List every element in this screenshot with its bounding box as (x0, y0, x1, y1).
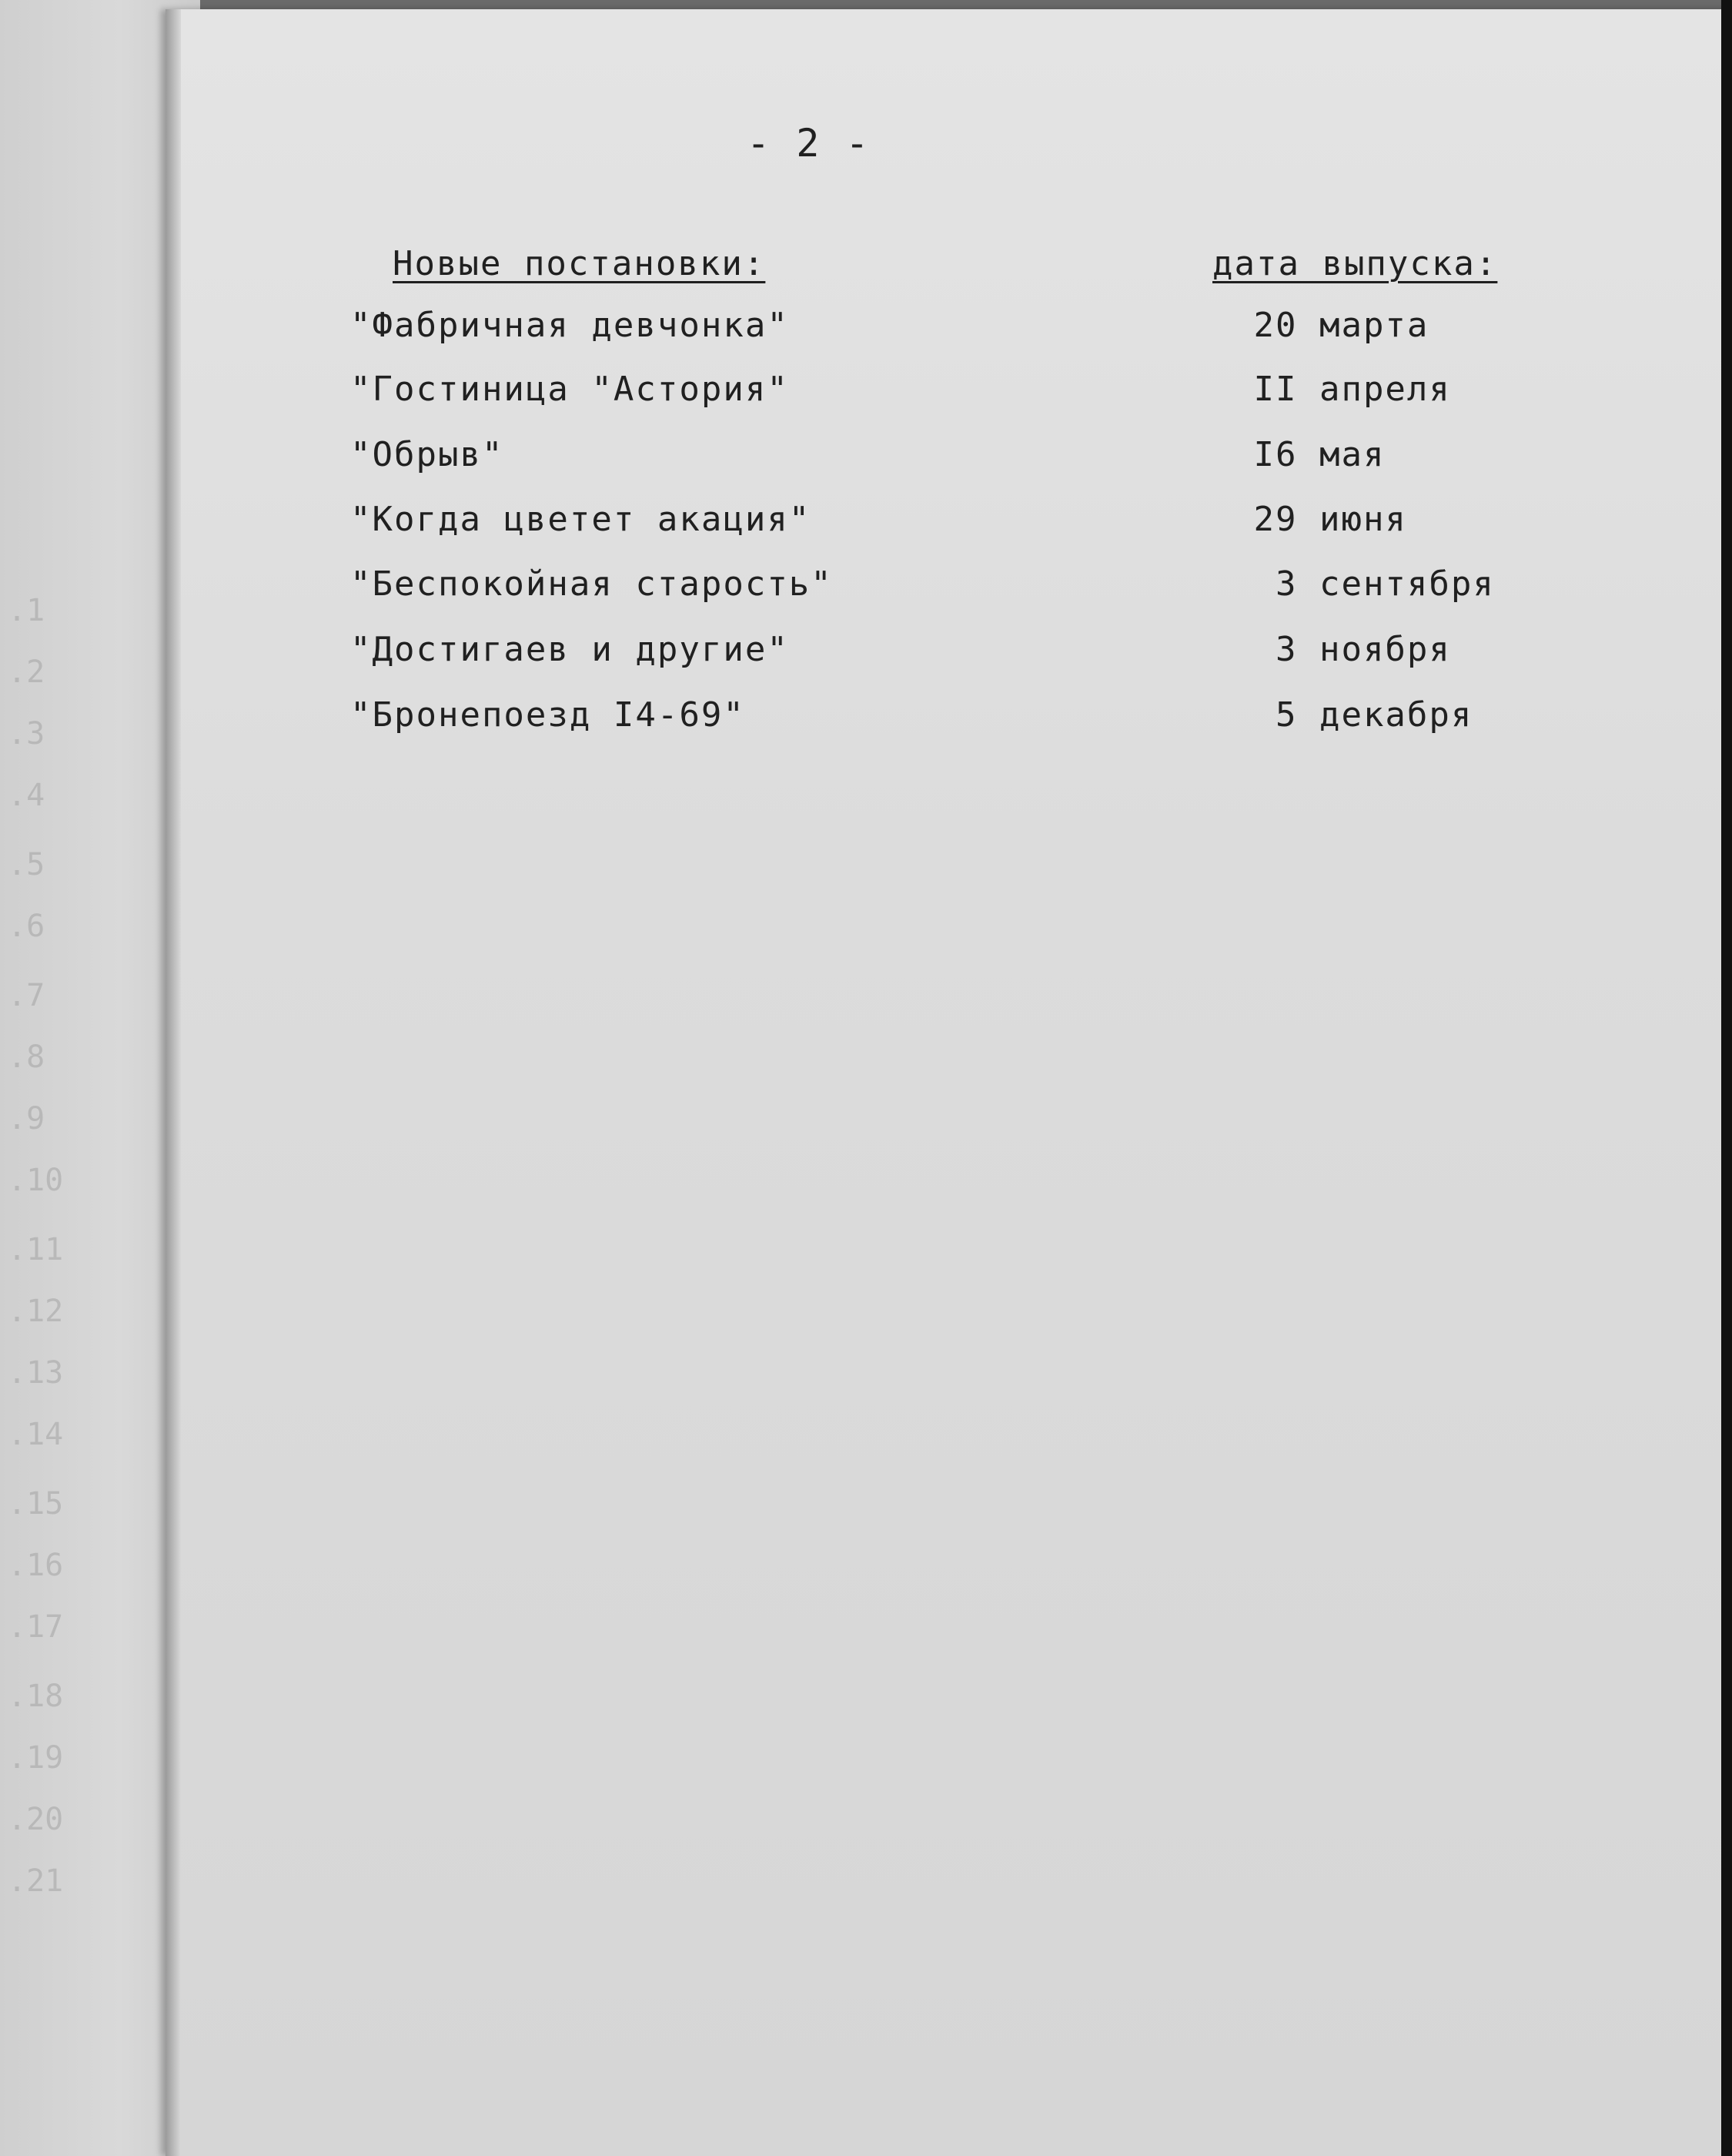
page-number: - 2 - (747, 121, 871, 166)
ghost-mark: .9 (8, 1101, 45, 1137)
ghost-mark: .11 (8, 1232, 64, 1267)
production-title: "Беспокойная старость" (350, 564, 833, 604)
production-title: "Фабричная девчонка" (350, 306, 789, 345)
release-date: 29 июня (1232, 500, 1407, 539)
ghost-mark: .1 (8, 593, 45, 628)
release-date: I6 мая (1232, 435, 1386, 474)
ghost-mark: .15 (8, 1486, 64, 1522)
column-header-productions: Новые постановки: (393, 244, 766, 283)
ghost-mark: .12 (8, 1294, 64, 1329)
release-date: 20 марта (1232, 306, 1429, 345)
ghost-mark: .20 (8, 1802, 64, 1837)
production-title: "Бронепоезд I4-69" (350, 695, 745, 735)
production-title: "Обрыв" (350, 435, 504, 474)
ghost-mark: .6 (8, 909, 45, 944)
ghost-mark: .8 (8, 1040, 45, 1075)
ghost-mark: .3 (8, 716, 45, 752)
ghost-mark: .19 (8, 1740, 64, 1776)
ghost-mark: .7 (8, 978, 45, 1013)
ghost-mark: .21 (8, 1863, 64, 1899)
ghost-mark: .4 (8, 778, 45, 813)
ghost-mark: .13 (8, 1355, 64, 1391)
release-date: 3 ноября (1232, 630, 1451, 669)
ghost-mark: .10 (8, 1163, 64, 1198)
release-date: 5 декабря (1232, 695, 1473, 735)
ghost-mark: .2 (8, 654, 45, 690)
release-date: 3 сентября (1232, 564, 1495, 604)
ghost-mark: .18 (8, 1679, 64, 1714)
column-header-release-date: дата выпуска: (1212, 244, 1498, 283)
scan-border (1721, 0, 1732, 2156)
production-title: "Достигаев и другие" (350, 630, 789, 669)
release-date: II апреля (1232, 370, 1451, 409)
document-sheet (166, 9, 1732, 2156)
ghost-mark: .17 (8, 1609, 64, 1645)
ghost-mark: .5 (8, 847, 45, 882)
ghost-mark: .16 (8, 1548, 64, 1583)
ghost-mark: .14 (8, 1417, 64, 1452)
production-title: "Когда цветет акация" (350, 500, 811, 539)
production-title: "Гостиница "Астория" (350, 370, 789, 409)
